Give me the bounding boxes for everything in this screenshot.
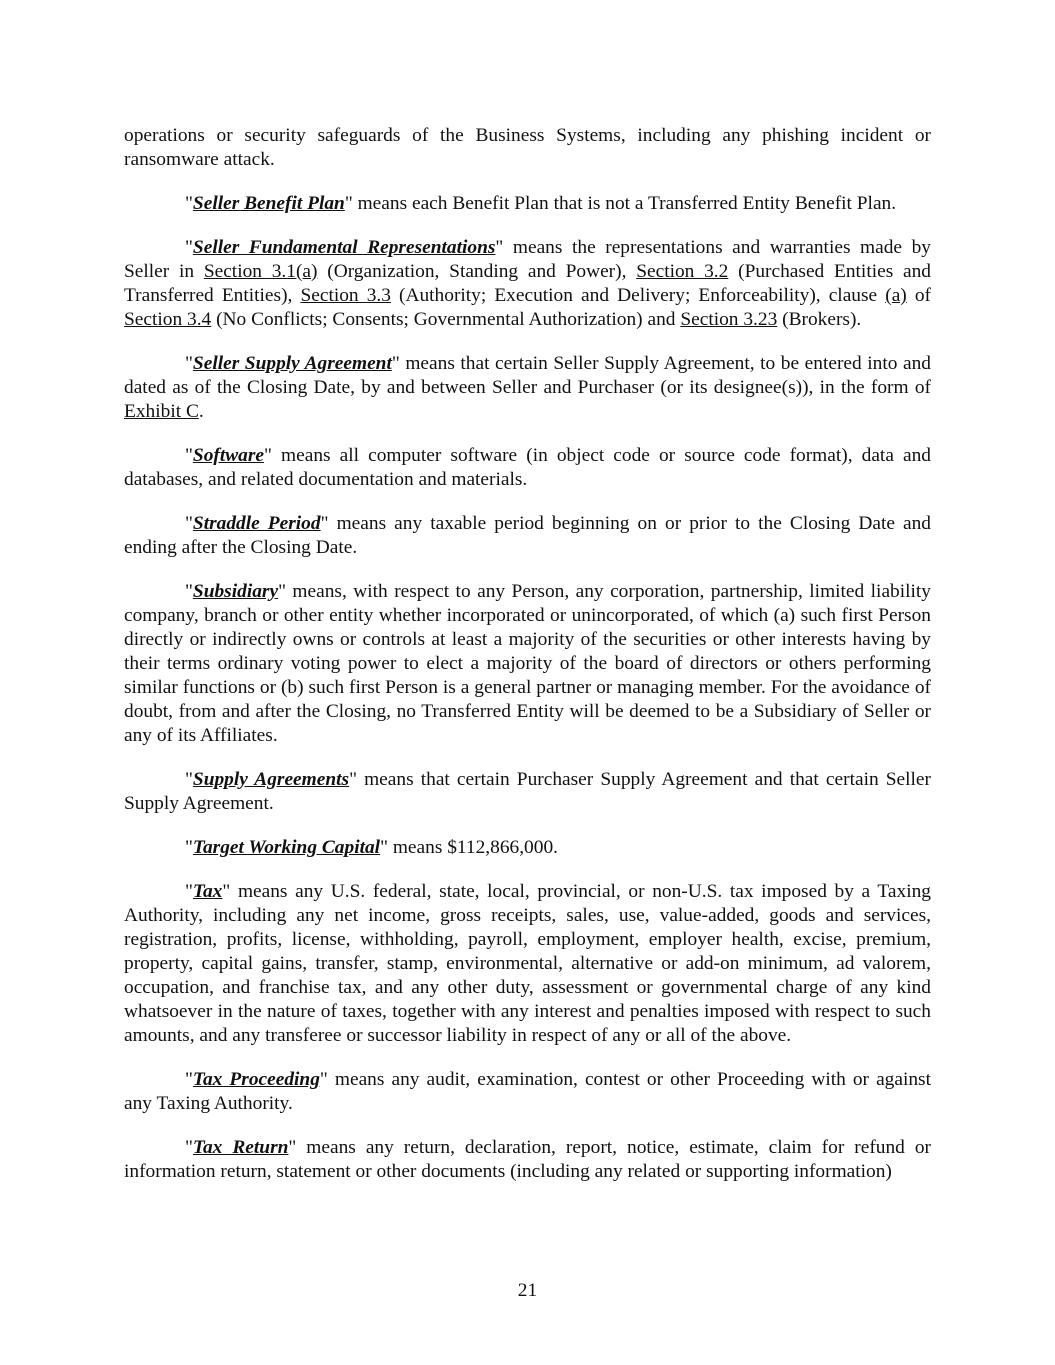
definition-paragraph: "Seller Supply Agreement" means that certain Seller Supply Agreement, to be entered into and dated as of the Closing Date, by and between Seller and Purchaser (or its designee(s)), in the form of Exhibit C. [124, 353, 931, 422]
defined-term: Seller Supply Agreement [192, 353, 392, 374]
definition-text: means all computer software (in object code or source code format), data and databases, and related documentation and materials. [124, 445, 931, 490]
defined-term: Tax Proceeding [192, 1069, 320, 1090]
defined-term: Supply Agreements [192, 769, 350, 790]
section-reference: Section 3.4 [124, 309, 212, 330]
definition-text: (Brokers). [777, 309, 862, 330]
definition-text: means, with respect to any Person, any corporation, partnership, limited liability company, branch or other entity whether incorporated or unincorporated, of which (a) such first Person directly or indirectly owns or controls at least a majority of the securities or other interests having by their terms ordinary voting power to elect a majority of the board of directors or others performing similar functions or (b) such first Person is a general partner or managing member. For the avoidance of doubt, from and after the Closing, no Transferred Entity will be deemed to be a Subsidiary of Seller or any of its Affiliates. [124, 581, 931, 746]
defined-term: Straddle Period [192, 513, 321, 534]
document-page [124, 124, 931, 1204]
definition-text: (Authority; Execution and Delivery; Enforceability), clause [390, 285, 886, 306]
definition-paragraph: "Seller Fundamental Representations" means the representations and warranties made by Seller in Section 3.1(a) (Organization, Standing and Power), Section 3.2 (Purchased Entities and Transferred Entities), Section 3.3 (Authority; Execution and Delivery; Enforceability), clause (a) of Section 3.4 (No Conflicts; Consents; Governmental Authorization) and Section 3.23 (Brokers). [124, 237, 931, 330]
definition-text: means any audit, examination, contest or other Proceeding with or against any Taxing Authority. [124, 1069, 931, 1114]
defined-term: Tax [192, 881, 223, 902]
section-reference: Section 3.3 [300, 285, 391, 306]
definition-text: of [906, 285, 931, 306]
definition-text: means that certain Seller Supply Agreement, to be entered into and dated as of the Closing Date, by and between Seller and Purchaser (or its designee(s)), in the form of [124, 353, 931, 398]
definition-paragraph: "Target Working Capital" means $112,866,000. [185, 837, 558, 858]
definition-text: means $112,866,000. [387, 837, 558, 858]
definition-text: means any taxable period beginning on or prior to the Closing Date and ending after the Closing Date. [124, 513, 932, 558]
page-number: 21 [517, 1280, 538, 1301]
continuation-paragraph: operations or security safeguards of the Business Systems, including any phishing incident or ransomware attack. [124, 125, 931, 170]
defined-term: Subsidiary [192, 581, 279, 602]
definitions-list [124, 192, 931, 1184]
section-reference: (a) [885, 285, 907, 306]
section-reference: Exhibit C [124, 401, 199, 422]
definition-text: . [198, 401, 204, 422]
definition-paragraph: "Tax Return" means any return, declaration, report, notice, estimate, claim for refund or information return, statement or other documents (including any related or supporting information) [124, 1137, 931, 1182]
section-reference: Section 3.23 [680, 309, 778, 330]
definition-text: means that certain Purchaser Supply Agreement and that certain Seller Supply Agreement. [124, 769, 931, 814]
definition-paragraph: "Tax" means any U.S. federal, state, local, provincial, or non-U.S. tax imposed by a Taxing Authority, including any net income, gross receipts, sales, use, value-added, goods and services, registration, profits, license, withholding, payroll, employment, employer health, excise, premium, property, capital gains, transfer, stamp, environmental, alternative or add-on minimum, ad valorem, occupation, and franchise tax, and any other duty, assessment or governmental charge of any kind whatsoever in the nature of taxes, together with any interest and penalties imposed with respect to such amounts, and any transferee or successor liability in respect of any or all of the above. [124, 881, 931, 1046]
definition-text: means each Benefit Plan that is not a Transferred Entity Benefit Plan. [352, 193, 897, 214]
section-reference: Section 3.2 [636, 261, 729, 282]
defined-term: Tax Return [192, 1137, 289, 1158]
defined-term: Target Working Capital [192, 837, 381, 858]
definition-paragraph: "Straddle Period" means any taxable period beginning on or prior to the Closing Date and ending after the Closing Date. [124, 513, 932, 558]
definition-paragraph: "Software" means all computer software (in object code or source code format), data and databases, and related documentation and materials. [124, 445, 931, 490]
definition-text: (No Conflicts; Consents; Governmental Authorization) and [211, 309, 681, 330]
definition-paragraph: "Supply Agreements" means that certain Purchaser Supply Agreement and that certain Seller Supply Agreement. [124, 769, 931, 814]
definition-text: means any return, declaration, report, notice, estimate, claim for refund or information return, statement or other documents (including any related or supporting information) [124, 1137, 931, 1182]
defined-term: Seller Benefit Plan [192, 193, 345, 214]
definition-text: (Purchased Entities and Transferred Entities), [124, 261, 931, 306]
definition-text: (Organization, Standing and Power), [317, 261, 637, 282]
definition-paragraph: "Subsidiary" means, with respect to any Person, any corporation, partnership, limited liability company, branch or other entity whether incorporated or unincorporated, of which (a) such first Person directly or indirectly owns or controls at least a majority of the securities or other interests having by their terms ordinary voting power to elect a majority of the board of directors or others performing similar functions or (b) such first Person is a general partner or managing member. For the avoidance of doubt, from and after the Closing, no Transferred Entity will be deemed to be a Subsidiary of Seller or any of its Affiliates. [124, 581, 931, 746]
section-reference: Section 3.1(a) [203, 261, 318, 282]
definition-paragraph: "Tax Proceeding" means any audit, examination, contest or other Proceeding with or against any Taxing Authority. [124, 1069, 931, 1114]
definition-text: means any U.S. federal, state, local, provincial, or non-U.S. tax imposed by a Taxing Authority, including any net income, gross receipts, sales, use, value-added, goods and services, registration, profits, license, withholding, payroll, employment, employer health, excise, premium, property, capital gains, transfer, stamp, environmental, alternative or add-on minimum, ad valorem, occupation, and franchise tax, and any other duty, assessment or governmental charge of any kind whatsoever in the nature of taxes, together with any interest and penalties imposed with respect to such amounts, and any transferee or successor liability in respect of any or all of the above. [124, 881, 931, 1046]
definition-paragraph: "Seller Benefit Plan" means each Benefit Plan that is not a Transferred Entity Benefit Plan. [185, 193, 897, 214]
definition-text: means the representations and warranties made by Seller in [124, 237, 931, 282]
defined-term: Software [192, 445, 265, 466]
defined-term: Seller Fundamental Representations [192, 237, 496, 258]
